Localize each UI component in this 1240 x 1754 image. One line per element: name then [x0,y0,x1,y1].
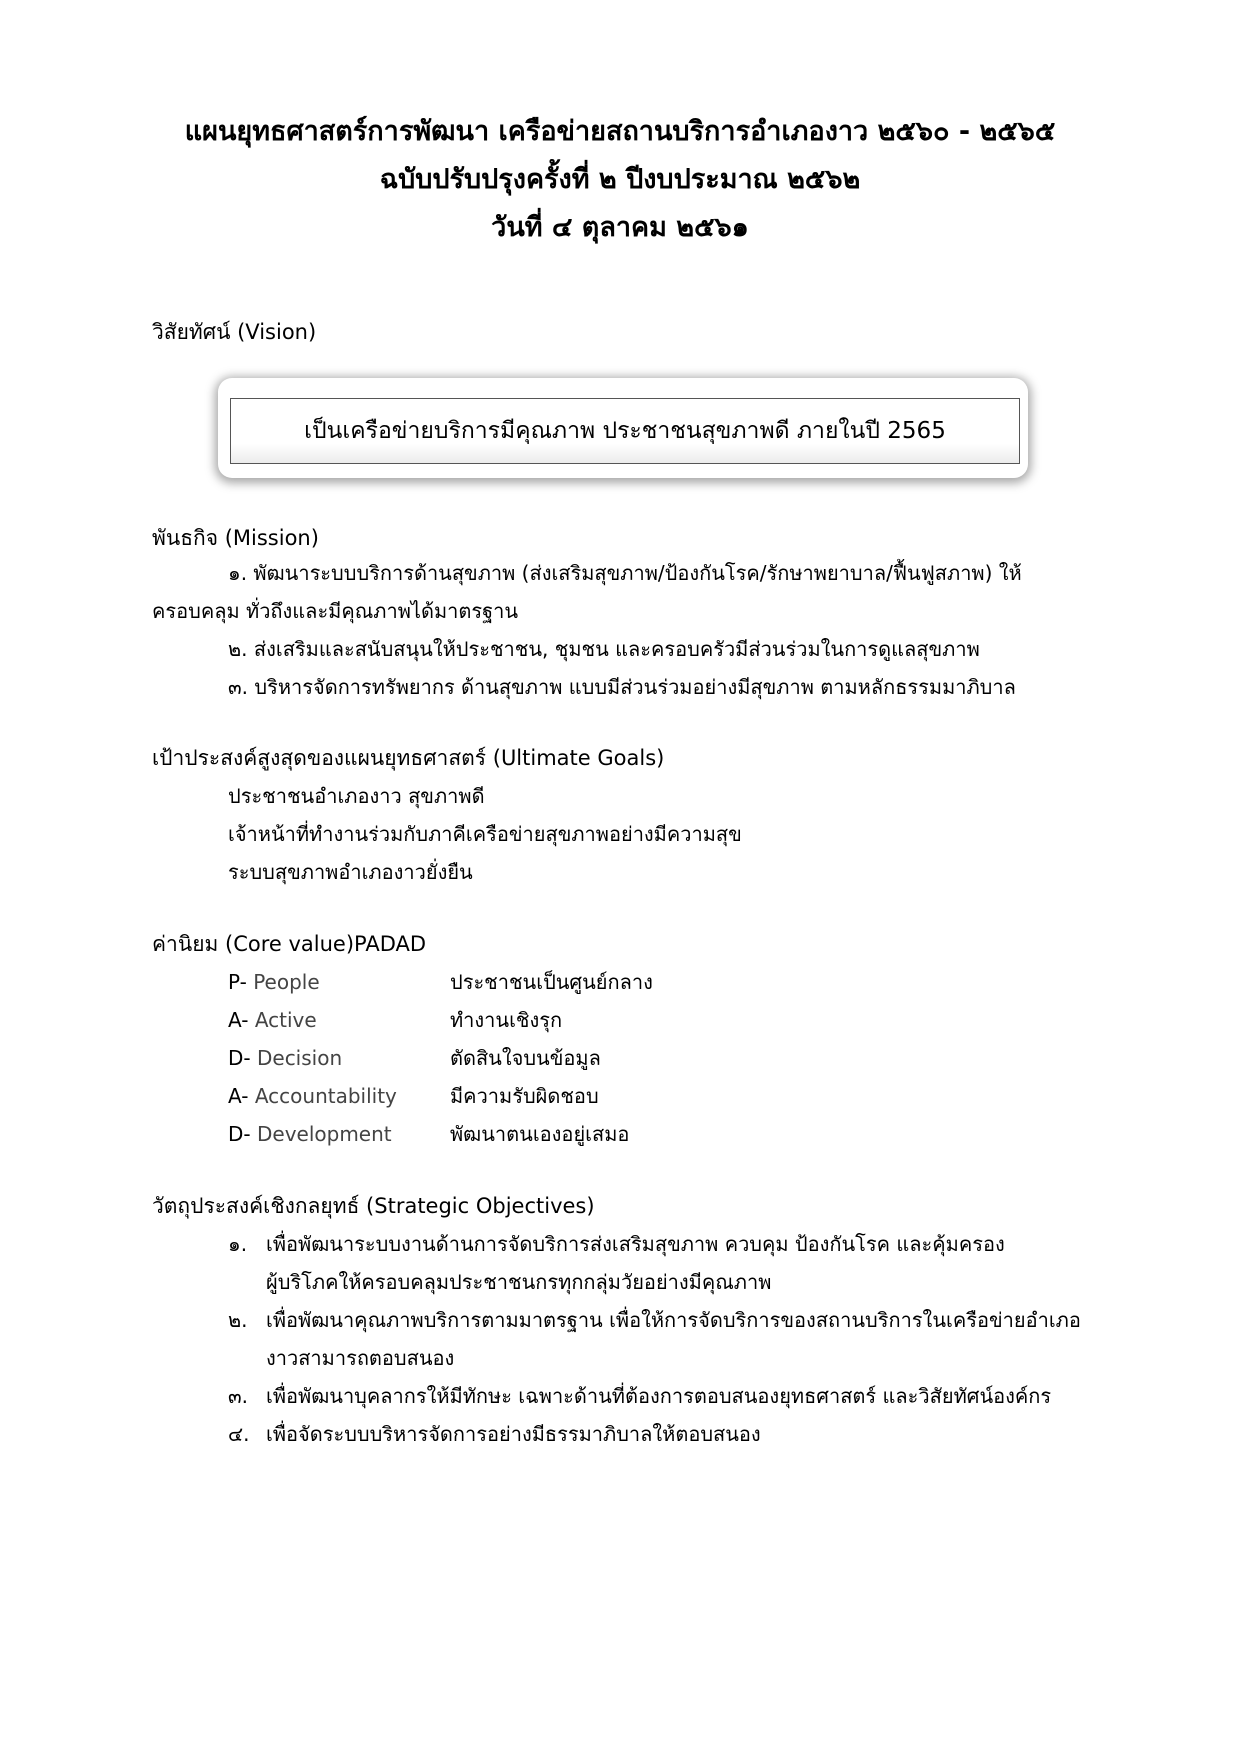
vision-statement-box [230,398,1020,464]
core-value-word: Accountability [254,1084,397,1108]
objective-number-1: ๑. [228,1232,248,1256]
goal-item: ประชาชนอำเภองาว สุขภาพดี [228,784,485,808]
core-value-letter: P- [228,970,247,994]
vision-heading: วิสัยทัศน์ (Vision) [152,320,317,344]
mission-item-2: ๒. ส่งเสริมและสนับสนุนให้ประชาชน, ชุมชน และครอบครัวมีส่วนร่วมในการดูแลสุขภาพ [228,637,980,661]
mission-item-1-line-1: ๑. พัฒนาระบบบริการด้านสุขภาพ (ส่งเสริมสุขภาพ/ป้องกันโรค/รักษาพยาบาล/ฟื้นฟูสภาพ) ให้ [228,561,1022,585]
core-value-letter: A- [228,1008,249,1032]
core-value-thai: ทำงานเชิงรุก [450,1008,563,1032]
objective-1-line-2: ผู้บริโภคให้ครอบคลุมประชาชนกรทุกกลุ่มวัยอย่างมีคุณภาพ [266,1270,772,1294]
core-value-word: People [253,970,320,994]
core-value-thai: มีความรับผิดชอบ [450,1084,599,1108]
core-value-thai: ตัดสินใจบนข้อมูล [450,1046,601,1070]
core-value-code [228,1118,392,1150]
vision-statement: เป็นเครือข่ายบริการมีคุณภาพ ประชาชนสุขภาพดี ภายในปี 2565 [304,418,946,444]
mission-item-1-line-2: ครอบคลุม ทั่วถึงและมีคุณภาพได้มาตรฐาน [152,599,519,623]
core-value-code [228,1042,342,1074]
document-title-line-3: วันที่ ๔ ตุลาคม ๒๕๖๑ [491,212,749,243]
goal-item: เจ้าหน้าที่ทำงานร่วมกับภาคีเครือข่ายสุขภาพอย่างมีความสุข [228,822,742,846]
core-value-word: Decision [256,1046,343,1070]
objective-3: เพื่อพัฒนาบุคลากรให้มีทักษะ เฉพาะด้านที่ต้องการตอบสนองยุทธศาสตร์ และวิสัยทัศน์องค์กร [266,1384,1052,1408]
core-value-thai: พัฒนาตนเองอยู่เสมอ [450,1122,630,1146]
goals-heading: เป้าประสงค์สูงสุดของแผนยุทธศาสตร์ (Ultimate Goals) [152,746,665,770]
document-title-line-2: ฉบับปรับปรุงครั้งที่ ๒ ปีงบประมาณ ๒๕๖๒ [379,164,861,195]
document-title-line-1: แผนยุทธศาสตร์การพัฒนา เครือข่ายสถานบริการอำเภองาว ๒๕๖๐ - ๒๕๖๕ [184,116,1056,147]
core-value-word: Development [256,1122,392,1146]
core-value-letter: D- [228,1046,251,1070]
mission-heading: พันธกิจ (Mission) [152,526,319,550]
objectives-heading: วัตถุประสงค์เชิงกลยุทธ์ (Strategic Objectives) [152,1194,595,1218]
objective-2-line-2: งาวสามารถตอบสนอง [266,1346,455,1370]
core-values-heading: ค่านิยม (Core value)PADAD [152,932,427,956]
objective-number-2: ๒. [228,1308,248,1332]
core-value-thai: ประชาชนเป็นศูนย์กลาง [450,970,653,994]
objective-2-line-1: เพื่อพัฒนาคุณภาพบริการตามมาตรฐาน เพื่อให้การจัดบริการของสถานบริการในเครือข่ายอำเภอ [266,1308,1081,1332]
core-value-code [228,1004,317,1036]
mission-item-3: ๓. บริหารจัดการทรัพยากร ด้านสุขภาพ แบบมีส่วนร่วมอย่างมีสุขภาพ ตามหลักธรรมมาภิบาล [228,675,1016,699]
core-value-word: Active [254,1008,317,1032]
core-value-code [228,966,320,998]
objective-4: เพื่อจัดระบบบริหารจัดการอย่างมีธรรมาภิบาลให้ตอบสนอง [266,1422,761,1446]
core-value-letter: D- [228,1122,251,1146]
objective-1-line-1: เพื่อพัฒนาระบบงานด้านการจัดบริการส่งเสริมสุขภาพ ควบคุม ป้องกันโรค และคุ้มครอง [266,1232,1005,1256]
core-value-code [228,1080,397,1112]
goal-item: ระบบสุขภาพอำเภองาวยั่งยืน [228,860,473,884]
objective-number-4: ๔. [228,1422,250,1446]
objective-number-3: ๓. [228,1384,249,1408]
core-value-letter: A- [228,1084,249,1108]
